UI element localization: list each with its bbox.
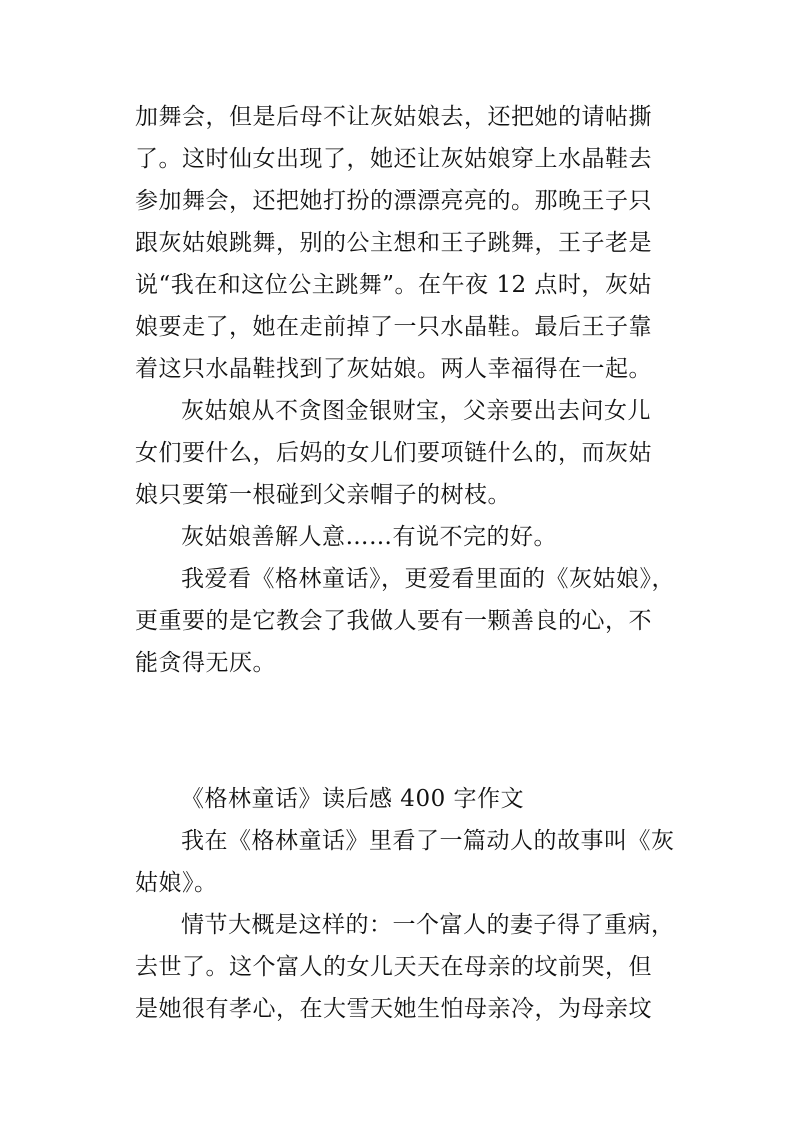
text-line: 能贪得无厌。 <box>135 650 276 676</box>
text-line: 说“我在和这位公主跳舞”。在午夜 12 点时，灰姑 <box>135 272 652 298</box>
text-line: 是她很有孝心，在大雪天她生怕母亲冷，为母亲坟 <box>135 996 652 1022</box>
text-line: 加舞会，但是后母不让灰姑娘去，还把她的请帖撕 <box>135 104 652 130</box>
text-line: 了。这时仙女出现了，她还让灰姑娘穿上水晶鞋去 <box>135 146 652 172</box>
text-line: 着这只水晶鞋找到了灰姑娘。两人幸福得在一起。 <box>135 356 652 382</box>
text-line: 我在《格林童话》里看了一篇动人的故事叫《灰 <box>181 828 675 854</box>
text-line: 情节大概是这样的：一个富人的妻子得了重病， <box>181 912 675 938</box>
text-line: 参加舞会，还把她打扮的漂漂亮亮的。那晚王子只 <box>135 188 652 214</box>
text-line: 姑娘》。 <box>135 870 218 896</box>
text-line: 跟灰姑娘跳舞，别的公主想和王子跳舞，王子老是 <box>135 230 652 256</box>
text-line: 女们要什么，后妈的女儿们要项链什么的，而灰姑 <box>135 440 652 466</box>
text-line: 去世了。这个富人的女儿天天在母亲的坟前哭，但 <box>135 954 652 980</box>
text-line: 灰姑娘从不贪图金银财宝，父亲要出去问女儿 <box>181 398 651 424</box>
text-line: 我爱看《格林童话》，更爱看里面的《灰姑娘》， <box>181 566 675 592</box>
essay-title: 《格林童话》读后感 400 字作文 <box>181 786 525 812</box>
text-line: 灰姑娘善解人意……有说不完的好。 <box>181 524 557 550</box>
text-line: 更重要的是它教会了我做人要有一颗善良的心，不 <box>135 608 652 634</box>
text-line: 娘要走了，她在走前掉了一只水晶鞋。最后王子靠 <box>135 314 652 340</box>
text-line: 娘只要第一根碰到父亲帽子的树枝。 <box>135 482 511 508</box>
